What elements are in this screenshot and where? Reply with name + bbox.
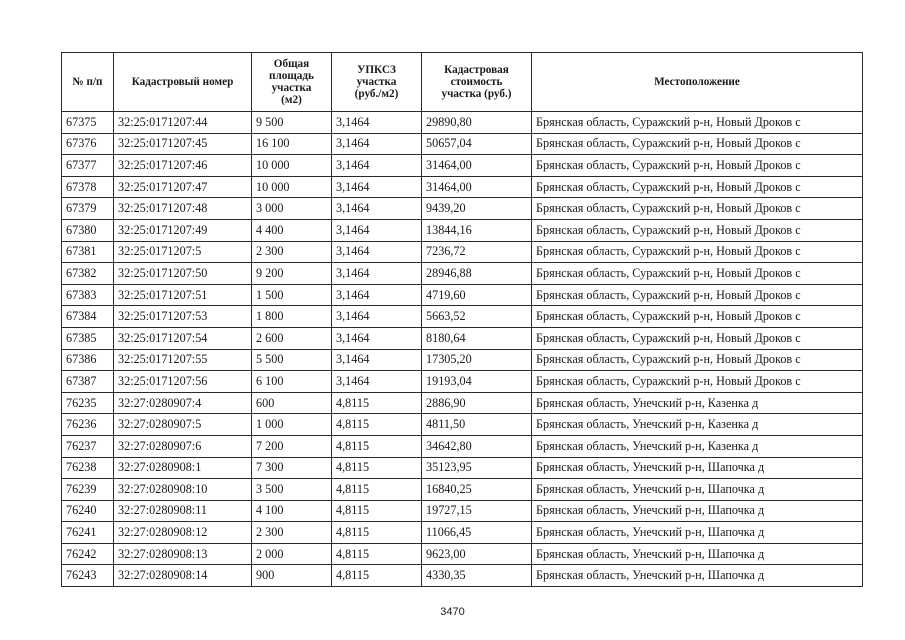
cell-location: Брянская область, Унечский р-н, Казенка д (532, 392, 863, 414)
cell-area: 1 800 (252, 306, 332, 328)
cell-location: Брянская область, Суражский р-н, Новый Дроков с (532, 306, 863, 328)
cell-num: 67382 (62, 263, 114, 285)
cell-cadastral-number: 32:25:0171207:53 (114, 306, 252, 328)
cell-cadastral-number: 32:25:0171207:46 (114, 155, 252, 177)
cell-cadastral-number: 32:27:0280907:4 (114, 392, 252, 414)
cell-num: 67383 (62, 284, 114, 306)
table-row (62, 306, 863, 328)
cell-upksz: 4,8115 (332, 457, 422, 479)
table-row (62, 241, 863, 263)
header-line: участка (271, 82, 312, 94)
cell-num: 76241 (62, 522, 114, 544)
cell-location: Брянская область, Унечский р-н, Шапочка д (532, 500, 863, 522)
cell-num: 76240 (62, 500, 114, 522)
cell-location: Брянская область, Унечский р-н, Казенка д (532, 414, 863, 436)
cell-cost: 28946,88 (422, 263, 532, 285)
cell-cadastral-number: 32:27:0280908:14 (114, 565, 252, 587)
header-line: Кадастровый номер (131, 76, 234, 88)
cell-area: 7 200 (252, 435, 332, 457)
header-line: Общая (273, 58, 310, 70)
table-row (62, 349, 863, 371)
cell-location: Брянская область, Суражский р-н, Новый Дроков с (532, 133, 863, 155)
cell-upksz: 3,1464 (332, 241, 422, 263)
cell-cadastral-number: 32:25:0171207:56 (114, 371, 252, 393)
cell-area: 1 500 (252, 284, 332, 306)
cell-cost: 4811,50 (422, 414, 532, 436)
cell-location: Брянская область, Унечский р-н, Шапочка д (532, 479, 863, 501)
cell-num: 76243 (62, 565, 114, 587)
cell-num: 67386 (62, 349, 114, 371)
cell-cost: 4330,35 (422, 565, 532, 587)
cell-cadastral-number: 32:25:0171207:45 (114, 133, 252, 155)
cell-upksz: 3,1464 (332, 327, 422, 349)
header-area (252, 53, 332, 112)
cell-upksz: 3,1464 (332, 219, 422, 241)
table-row (62, 371, 863, 393)
cell-cost: 7236,72 (422, 241, 532, 263)
cell-area: 9 200 (252, 263, 332, 285)
header-location (532, 53, 863, 112)
cell-cadastral-number: 32:25:0171207:47 (114, 176, 252, 198)
cell-area: 10 000 (252, 176, 332, 198)
cell-cadastral-number: 32:25:0171207:44 (114, 112, 252, 134)
cell-cadastral-number: 32:25:0171207:50 (114, 263, 252, 285)
table-row (62, 284, 863, 306)
cell-location: Брянская область, Суражский р-н, Новый Дроков с (532, 349, 863, 371)
cell-cadastral-number: 32:27:0280908:13 (114, 543, 252, 565)
cell-num: 76239 (62, 479, 114, 501)
cell-area: 10 000 (252, 155, 332, 177)
table-row (62, 543, 863, 565)
header-line: УПКСЗ (357, 64, 396, 76)
cell-cadastral-number: 32:27:0280908:10 (114, 479, 252, 501)
table-row (62, 219, 863, 241)
cell-upksz: 4,8115 (332, 565, 422, 587)
cell-area: 1 000 (252, 414, 332, 436)
header-line: (руб./м2) (354, 88, 399, 100)
cell-num: 67380 (62, 219, 114, 241)
table-row (62, 133, 863, 155)
cell-cadastral-number: 32:25:0171207:49 (114, 219, 252, 241)
header-line: стоимость (450, 76, 503, 88)
cell-upksz: 3,1464 (332, 371, 422, 393)
cell-upksz: 4,8115 (332, 543, 422, 565)
cell-area: 16 100 (252, 133, 332, 155)
cell-area: 2 600 (252, 327, 332, 349)
table-row (62, 565, 863, 587)
cell-cost: 29890,80 (422, 112, 532, 134)
table-row (62, 479, 863, 501)
header-line: площадь (269, 70, 314, 82)
cell-area: 600 (252, 392, 332, 414)
cell-area: 2 000 (252, 543, 332, 565)
cell-cost: 35123,95 (422, 457, 532, 479)
cell-cost: 5663,52 (422, 306, 532, 328)
cell-upksz: 3,1464 (332, 198, 422, 220)
cell-location: Брянская область, Суражский р-н, Новый Дроков с (532, 327, 863, 349)
header-cadnum (114, 53, 252, 112)
cell-area: 5 500 (252, 349, 332, 371)
cell-location: Брянская область, Унечский р-н, Казенка д (532, 435, 863, 457)
cell-cost: 31464,00 (422, 176, 532, 198)
cell-cost: 9623,00 (422, 543, 532, 565)
table-row (62, 112, 863, 134)
cell-num: 76238 (62, 457, 114, 479)
cell-cost: 13844,16 (422, 219, 532, 241)
cell-upksz: 3,1464 (332, 176, 422, 198)
cell-cadastral-number: 32:27:0280907:5 (114, 414, 252, 436)
cell-num: 67379 (62, 198, 114, 220)
cell-location: Брянская область, Суражский р-н, Новый Дроков с (532, 263, 863, 285)
cell-area: 7 300 (252, 457, 332, 479)
cell-cost: 19727,15 (422, 500, 532, 522)
cell-num: 67387 (62, 371, 114, 393)
cell-cadastral-number: 32:25:0171207:51 (114, 284, 252, 306)
cell-cadastral-number: 32:27:0280908:1 (114, 457, 252, 479)
cell-cost: 2886,90 (422, 392, 532, 414)
cell-cost: 17305,20 (422, 349, 532, 371)
table-row (62, 414, 863, 436)
cell-cadastral-number: 32:25:0171207:48 (114, 198, 252, 220)
cell-upksz: 3,1464 (332, 263, 422, 285)
cell-location: Брянская область, Суражский р-н, Новый Дроков с (532, 241, 863, 263)
table-row (62, 500, 863, 522)
cell-location: Брянская область, Унечский р-н, Шапочка д (532, 565, 863, 587)
cell-cadastral-number: 32:27:0280908:12 (114, 522, 252, 544)
cell-num: 67376 (62, 133, 114, 155)
header-line: (м2) (281, 94, 302, 106)
table-row (62, 392, 863, 414)
cell-upksz: 3,1464 (332, 112, 422, 134)
cell-cost: 19193,04 (422, 371, 532, 393)
cell-cost: 50657,04 (422, 133, 532, 155)
cell-location: Брянская область, Суражский р-н, Новый Дроков с (532, 155, 863, 177)
cell-upksz: 3,1464 (332, 155, 422, 177)
cell-cost: 16840,25 (422, 479, 532, 501)
cell-location: Брянская область, Суражский р-н, Новый Дроков с (532, 112, 863, 134)
table-row (62, 457, 863, 479)
cell-upksz: 3,1464 (332, 284, 422, 306)
cell-cost: 11066,45 (422, 522, 532, 544)
cell-num: 67384 (62, 306, 114, 328)
table-row (62, 522, 863, 544)
cell-cadastral-number: 32:27:0280908:11 (114, 500, 252, 522)
table-row (62, 435, 863, 457)
cell-upksz: 4,8115 (332, 392, 422, 414)
header-line: участка (356, 76, 397, 88)
cell-location: Брянская область, Суражский р-н, Новый Дроков с (532, 198, 863, 220)
cell-location: Брянская область, Суражский р-н, Новый Дроков с (532, 176, 863, 198)
table-row (62, 176, 863, 198)
table-row (62, 155, 863, 177)
cell-num: 76237 (62, 435, 114, 457)
cell-area: 3 000 (252, 198, 332, 220)
table-row (62, 327, 863, 349)
cell-cadastral-number: 32:25:0171207:54 (114, 327, 252, 349)
cell-cost: 34642,80 (422, 435, 532, 457)
cadastral-table (61, 52, 863, 587)
cell-num: 76242 (62, 543, 114, 565)
cell-upksz: 4,8115 (332, 414, 422, 436)
header-cost (422, 53, 532, 112)
cell-upksz: 3,1464 (332, 133, 422, 155)
header-line: Кадастровая (444, 64, 509, 76)
cell-area: 2 300 (252, 241, 332, 263)
cell-cadastral-number: 32:25:0171207:55 (114, 349, 252, 371)
cell-location: Брянская область, Унечский р-н, Шапочка д (532, 457, 863, 479)
table-row (62, 198, 863, 220)
table-body (62, 112, 863, 587)
cell-area: 4 400 (252, 219, 332, 241)
cell-upksz: 4,8115 (332, 500, 422, 522)
cell-num: 76236 (62, 414, 114, 436)
cell-num: 67378 (62, 176, 114, 198)
cell-location: Брянская область, Унечский р-н, Шапочка д (532, 522, 863, 544)
cell-cost: 4719,60 (422, 284, 532, 306)
header-num (62, 53, 114, 112)
cell-area: 6 100 (252, 371, 332, 393)
cell-area: 3 500 (252, 479, 332, 501)
cell-upksz: 4,8115 (332, 435, 422, 457)
cell-area: 9 500 (252, 112, 332, 134)
cell-num: 76235 (62, 392, 114, 414)
header-upksz (332, 53, 422, 112)
cell-upksz: 3,1464 (332, 306, 422, 328)
cell-upksz: 4,8115 (332, 522, 422, 544)
header-row (62, 53, 863, 112)
cell-location: Брянская область, Унечский р-н, Шапочка д (532, 543, 863, 565)
cell-cost: 8180,64 (422, 327, 532, 349)
cell-cost: 31464,00 (422, 155, 532, 177)
cell-location: Брянская область, Суражский р-н, Новый Дроков с (532, 219, 863, 241)
cell-location: Брянская область, Суражский р-н, Новый Дроков с (532, 371, 863, 393)
cell-num: 67377 (62, 155, 114, 177)
cell-area: 4 100 (252, 500, 332, 522)
cell-cadastral-number: 32:25:0171207:5 (114, 241, 252, 263)
cell-area: 900 (252, 565, 332, 587)
cell-cost: 9439,20 (422, 198, 532, 220)
cell-num: 67385 (62, 327, 114, 349)
cell-upksz: 4,8115 (332, 479, 422, 501)
cell-cadastral-number: 32:27:0280907:6 (114, 435, 252, 457)
cell-location: Брянская область, Суражский р-н, Новый Дроков с (532, 284, 863, 306)
header-line: № п/п (72, 76, 103, 88)
cell-num: 67381 (62, 241, 114, 263)
table-row (62, 263, 863, 285)
header-line: Местоположение (654, 76, 740, 88)
cell-num: 67375 (62, 112, 114, 134)
cell-upksz: 3,1464 (332, 349, 422, 371)
page-number: 3470 (440, 606, 465, 618)
header-line: участка (руб.) (441, 88, 512, 100)
cell-area: 2 300 (252, 522, 332, 544)
